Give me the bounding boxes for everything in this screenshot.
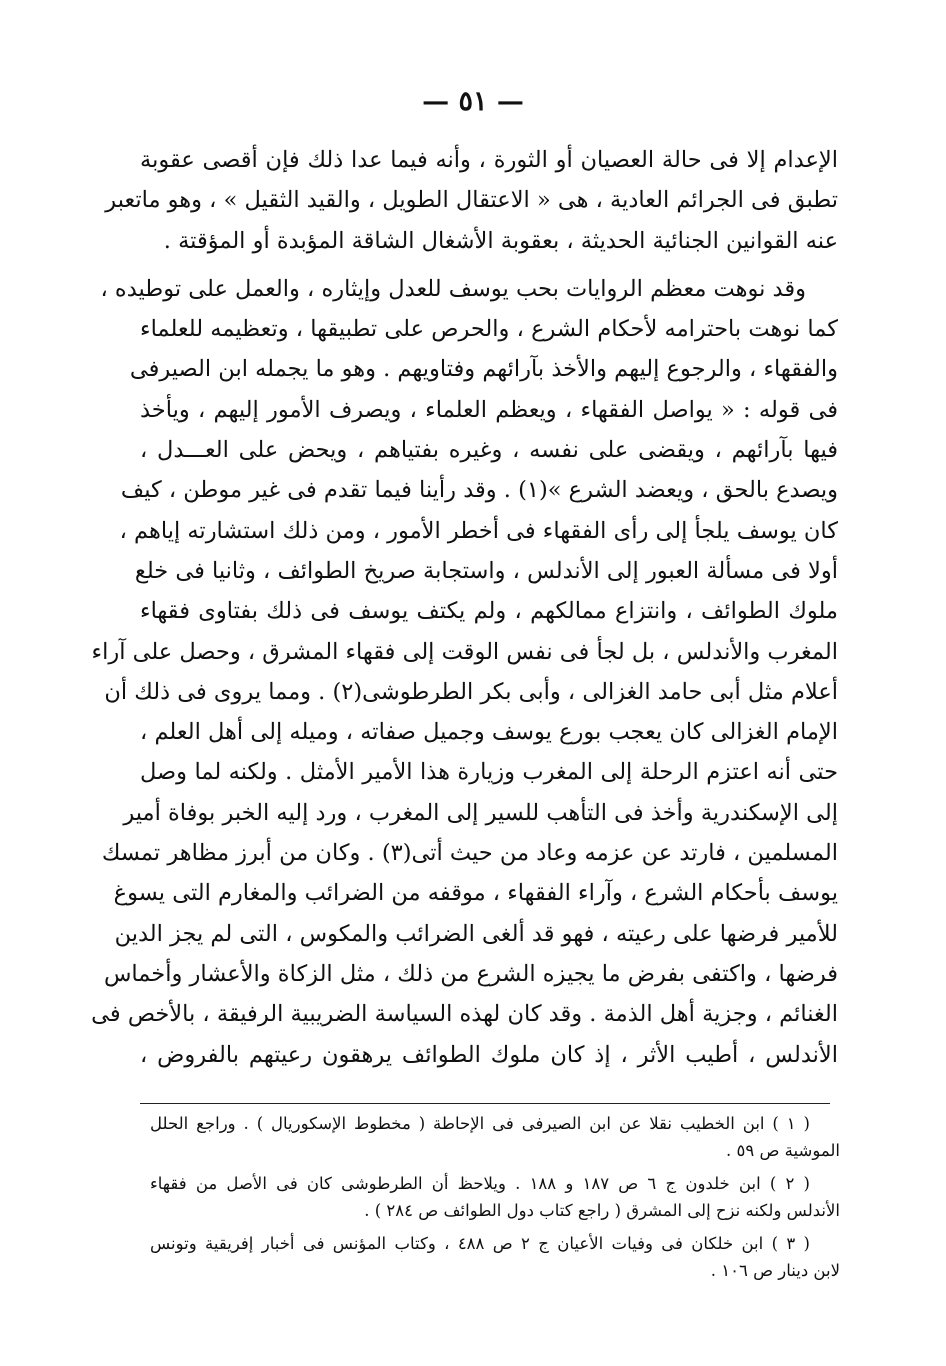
text-line: تطبق فى الجرائم العادية ، هى « الاعتقال الطويل ، والقيد الثقيل » ، وهو ماتعبر (105, 187, 838, 214)
text-line: إلى الإسكندرية وأخذ فى التأهب للسير إلى المغرب ، ورد إليه الخبر بوفاة أمير (123, 799, 838, 826)
text-line: كما نوهت باحترامه لأحكام الشرع ، والحرص على تطبيقها ، وتعظيمه للعلماء (140, 316, 838, 343)
text-line: أعلام مثل أبى حامد الغزالى ، وأبى بكر الطرطوشى(٢) . ومما يروى فى ذلك أن (104, 678, 838, 705)
text-line: المغرب والأندلس ، بل لجأ فى نفس الوقت إلى فقهاء المشرق ، وحصل على آراء (91, 638, 838, 665)
page-number: — ٥١ — (422, 86, 524, 117)
text-line: الإمام الغزالى كان يعجب بورع يوسف وجميل صفاته ، وميله إلى أهل العلم ، (140, 719, 838, 746)
text-line: المسلمين ، فارتد عن عزمه وعاد من حيث أتى(٣) . وكان من أبرز مظاهر تمسك (101, 840, 838, 867)
footnotes (150, 1110, 840, 1284)
text-line: فرضها ، واكتفى بفرض ما يجيزه الشرع من ذلك ، مثل الزكاة والأعشار وأخماس (103, 960, 838, 987)
footnote-line: الموشية ص ٥٩ . (726, 1141, 840, 1160)
footnote-line: الأندلس ولكنه نزح إلى المشرق ( راجع كتاب دول الطوائف ص ٢٨٤ ) . (364, 1201, 840, 1220)
footnote-line: ( ١ ) ابن الخطيب نقلا عن ابن الصيرفى فى الإحاطة ( مخطوط الإسكوريال ) . وراجع الحلل (150, 1114, 810, 1133)
footnote-2 (150, 1170, 840, 1224)
text-line: ملوك الطوائف ، وانتزاع ممالكهم ، ولم يكتف يوسف فى ذلك بفتاوى فقهاء (140, 598, 838, 625)
text-line: حتى أنه اعتزم الرحلة إلى المغرب وزيارة هذا الأمير الأمثل . ولكنه لما وصل (140, 759, 838, 786)
paragraph (91, 269, 838, 1075)
footnote-line: ( ٣ ) ابن خلكان فى وفيات الأعيان ج ٢ ص ٤٨٨ ، وكتاب المؤنس فى أخبار إفريقية وتونس (150, 1234, 810, 1253)
text-line: والفقهاء ، والرجوع إليهم والأخذ بآرائهم وفتاويهم . وهو ما يجمله ابن الصيرفى (129, 356, 838, 383)
footnote-line: لابن دينار ص ١٠٦ . (710, 1261, 840, 1280)
footnote-divider (140, 1103, 830, 1104)
text-line: وقد نوهت معظم الروايات بحب يوسف للعدل وإيثاره ، والعمل على توطيده ، (100, 275, 806, 302)
text-line: أولا فى مسألة العبور إلى الأندلس ، واستجابة صريخ الطوائف ، وثانيا فى خلع (134, 557, 838, 584)
text-line: فيها بآرائهم ، ويقضى على نفسه ، وغيره بفتياهم ، ويحض على العـــدل ، (140, 437, 838, 464)
text-line: الإعدام إلا فى حالة العصيان أو الثورة ، وأنه فيما عدا ذلك فإن أقصى عقوبة (140, 147, 838, 173)
text-line: الغنائم ، وجزية أهل الذمة . وقد كان لهذه السياسة الضريبية الرفيقة ، بالأخص فى (91, 1001, 838, 1028)
footnote-line: ( ٢ ) ابن خلدون ج ٦ ص ١٨٧ و ١٨٨ . ويلاحظ أن الطرطوشى كان فى الأصل من فقهاء (150, 1174, 810, 1193)
text-line: يوسف بأحكام الشرع ، وآراء الفقهاء ، موقفه من الضرائب والمغارم التى يسوغ (113, 880, 838, 907)
text-line: للأمير فرضها على رعيته ، فهو قد ألغى الضرائب والمكوس ، التى لم يجز الدين (114, 920, 838, 947)
main-text (91, 140, 838, 1075)
text-line: عنه القوانين الجنائية الحديثة ، بعقوبة الأشغال الشاقة المؤبدة أو المؤقتة . (163, 227, 838, 254)
footnote-1 (150, 1110, 840, 1164)
text-line: فى قوله : « يواصل الفقهاء ، ويعظم العلماء ، ويصرف الأمور إليهم ، ويأخذ (140, 396, 838, 423)
paragraph (105, 140, 838, 261)
text-line: كان يوسف يلجأ إلى رأى الفقهاء فى أخطر الأمور ، ومن ذلك استشارته إياهم ، (119, 517, 838, 544)
text-line: ويصدع بالحق ، ويعضد الشرع »(١) . وقد رأينا فيما تقدم فى غير موطن ، كيف (120, 477, 838, 504)
text-line: الأندلس ، أطيب الأثر ، إذ كان ملوك الطوائف يرهقون رعيتهم بالفروض ، (140, 1041, 838, 1068)
footnote-3 (150, 1230, 840, 1284)
